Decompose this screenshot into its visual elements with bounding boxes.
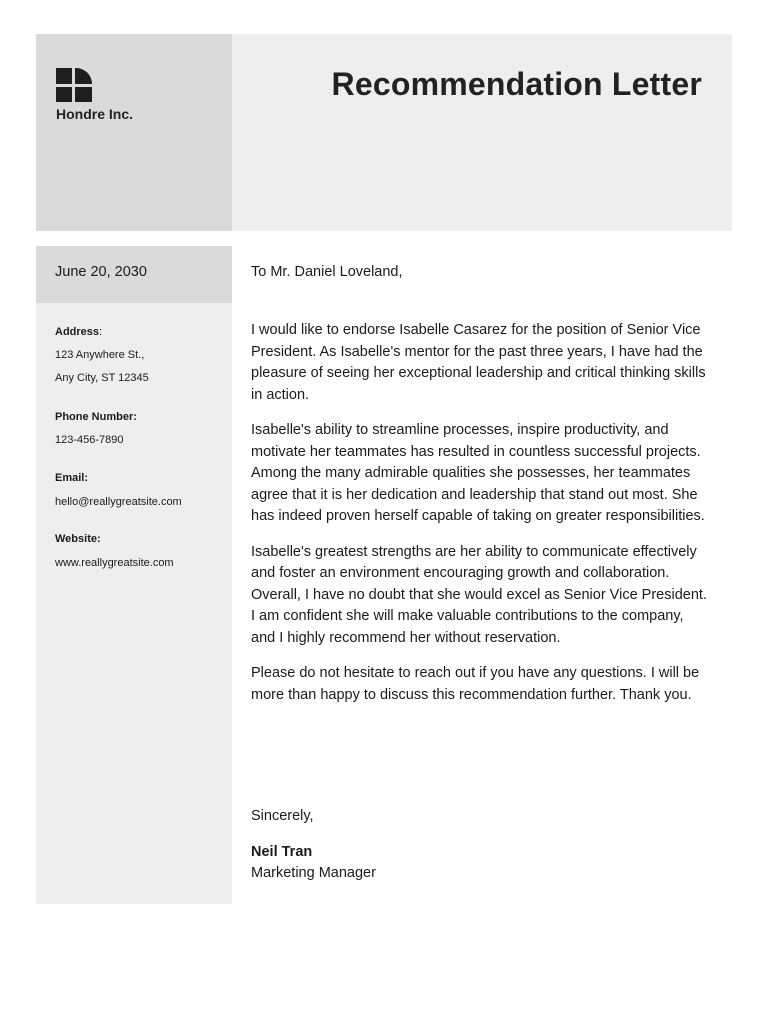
email-label: Email: [55,472,89,484]
email-value: hello@reallygreatsite.com [55,496,182,508]
phone-value: 123-456-7890 [55,434,124,446]
letter-body [251,320,711,720]
address-label-row: Address: [55,326,103,338]
quarter-circle-logo-icon [56,68,92,102]
address-label: Address [55,326,100,338]
salutation: To Mr. Daniel Loveland, [251,264,403,280]
date-box [36,246,232,303]
letter-paragraph: Please do not hesitate to reach out if you have any questions. I will be more than happy to discuss this recommendation further. Thank you. [251,665,700,703]
signer-name: Neil Tran [251,844,313,860]
company-name: Hondre Inc. [56,106,134,122]
sidebar [36,246,232,904]
signer-title: Marketing Manager [251,865,376,881]
letter-paragraph: Isabelle's ability to streamline processes, inspire productivity, and motivate her teammates has resulted in countless successful projects. Among the many admirable qualities she possesses, her teammates agree that it is her dedication and leadership that stand out most. She has indeed proven herself capable of taking on greater responsibilities. [251,422,705,524]
address-line-1: 123 Anywhere St., [55,349,145,361]
letter-paragraph: Isabelle's greatest strengths are her ability to communicate effectively and foster an environment encouraging growth and collaboration. Overall, I have no doubt that she would excel as Senior Vice President. I am confident she will make valuable contributions to the company, and I highly recommend her without reservation. [251,543,707,646]
website-value: www.reallygreatsite.com [55,557,174,569]
header-title-panel [232,34,732,231]
header-brand-panel [36,34,232,231]
page-title: Recommendation Letter [331,66,702,102]
letter-paragraph: I would like to endorse Isabelle Casarez for the position of Senior Vice President. As Isabelle's mentor for the past three years, I have had the pleasure of seeing her exceptional leadership and critical thinking skills in action. [251,322,706,403]
closing: Sincerely, [251,808,314,824]
website-label: Website: [55,533,101,545]
address-line-2: Any City, ST 12345 [55,372,149,384]
phone-label: Phone Number: [55,411,137,423]
letter-date: June 20, 2030 [55,264,147,280]
